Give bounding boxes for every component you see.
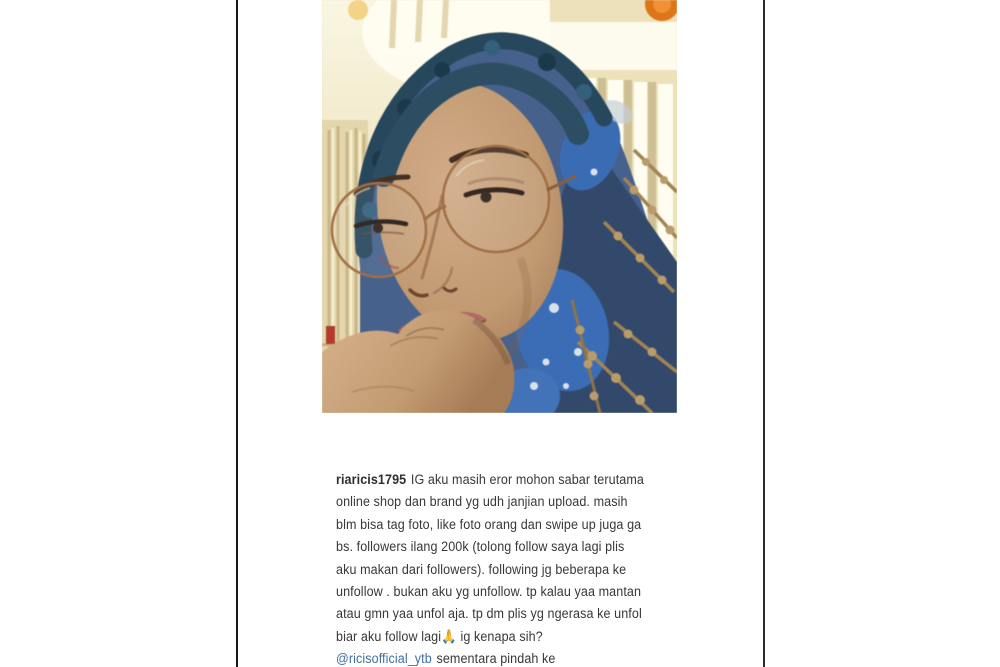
page-left-border [236, 0, 238, 667]
caption-username[interactable]: riaricis1795 [336, 472, 407, 487]
caption-line: bs. followers ilang 200k (tolong follow saya lagi plis [336, 539, 625, 555]
caption-line [336, 469, 671, 491]
caption-line: online shop dan brand yg udh janjian upload. masih [336, 494, 628, 510]
caption-mention-link[interactable]: @ricisofficial_ytb [336, 651, 432, 667]
post-caption [336, 469, 671, 667]
post-photo-illustration [322, 0, 677, 413]
caption-line: aku makan dari followers). following jg beberapa ke [336, 561, 627, 577]
caption-text: IG aku masih eror mohon sabar terutama [410, 472, 645, 487]
warm-light [348, 0, 368, 20]
caption-line: atau gmn yaa unfol aja. tp dm plis yg ngerasa ke unfol [336, 606, 642, 622]
caption-text: sementara pindah ke [436, 651, 556, 667]
caption-line: unfollow . bukan aku yg unfollow. tp kalau yaa mantan [336, 583, 642, 599]
caption-line: blm bisa tag foto, like foto orang dan swipe up juga ga [336, 516, 642, 532]
post-photo[interactable] [322, 0, 677, 413]
caption-line: biar aku follow lagi🙏 ig kenapa sih? [336, 628, 543, 644]
page-right-border [763, 0, 765, 667]
caption-line [336, 648, 671, 667]
red-shelf-item [326, 326, 335, 344]
